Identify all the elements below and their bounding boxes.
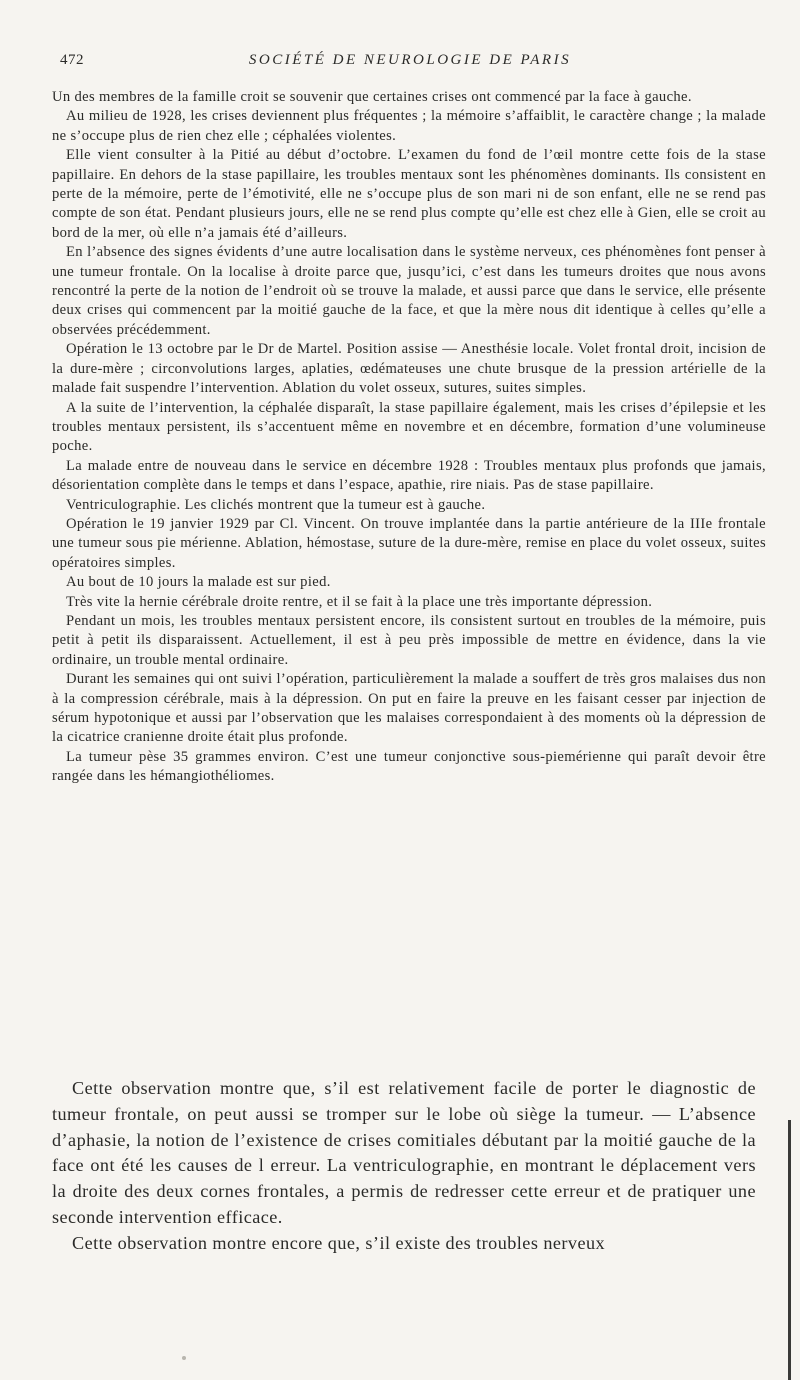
paragraph: Cette observation montre encore que, s’il existe des troubles nerveux bbox=[72, 1232, 606, 1253]
paragraph: Cette observation montre que, s’il est relativement facile de porter le diagnostic de tumeur frontale, on peut aussi se tromper sur le lobe où siège la tumeur. — L’absence d’aphasie, la notion de l’existence de crises comitiales débutant par la moitié gauche de la face ont été les causes de l erreur. La ventriculographie, en montrant le déplacement vers la droite des deux cornes frontales, a permis de redresser cette erreur et de pratiquer une seconde intervention efficace. bbox=[52, 1078, 756, 1227]
paragraph: Ventriculographie. Les clichés montrent que la tumeur est à gauche. bbox=[66, 496, 486, 513]
paragraph: Opération le 13 octobre par le Dr de Martel. Position assise — Anesthésie locale. Volet frontal droit, incision de la dure-mère ; circonvolutions larges, aplaties, œdémateuses une chute brusque de la pression artérielle de la malade fait suspendre l’intervention. Ablation du volet osseux, sutures, suites simples. bbox=[52, 341, 766, 397]
page-number: 472 bbox=[60, 52, 84, 68]
paragraph: Au bout de 10 jours la malade est sur pied. bbox=[66, 574, 331, 591]
paragraph: Elle vient consulter à la Pitié au début d’octobre. L’examen du fond de l’œil montre cette fois de la stase papillaire. En dehors de la stase papillaire, les troubles mentaux sont les phénomènes dominants. Ils consistent en perte de la mémoire, perte de l’émotivité, elle ne s’occupe plus de son mari ni de son enfant, elle ne se rend pas compte de son état. Pendant plusieurs jours, elle ne se rend plus compte qu’elle est chez elle à Gien, elle se croit au bord de la mer, où elle n’a jamais été d’ailleurs. bbox=[52, 147, 766, 241]
paragraph: Très vite la hernie cérébrale droite rentre, et il se fait à la place une très importante dépression. bbox=[66, 593, 653, 610]
paragraph: La tumeur pèse 35 grammes environ. C’est une tumeur conjonctive sous-piemérienne qui paraît devoir être rangée dans les hémangiothéliomes. bbox=[52, 748, 766, 785]
paragraph: Pendant un mois, les troubles mentaux persistent encore, ils consistent surtout en troubles de la mémoire, puis petit à petit ils disparaissent. Actuellement, il est à peu près impossible de mettre en évidence, dans la vie ordinaire, un trouble mental ordinaire. bbox=[52, 612, 766, 668]
paragraph: Au milieu de 1928, les crises deviennent plus fréquentes ; la mémoire s’affaiblit, le caractère change ; la malade ne s’occupe plus de rien chez elle ; céphalées violentes. bbox=[52, 108, 766, 144]
page-header bbox=[60, 52, 760, 76]
paragraph: Un des membres de la famille croit se souvenir que certaines crises ont commencé par la face à gauche. bbox=[52, 89, 692, 105]
paragraph: A la suite de l’intervention, la céphalée disparaît, la stase papillaire également, mais les crises d’épilepsie et les troubles mentaux persistent, ils s’accentuent même en novembre et en décembre, formation d’une volumineuse poche. bbox=[52, 399, 766, 455]
page-edge-shadow bbox=[788, 1120, 791, 1380]
paragraph: Durant les semaines qui ont suivi l’opération, particulièrement la malade a souffert de très gros malaises dus non à la compression cérébrale, mais à la dépression. On put en faire la preuve en les faisant cesser par injection de sérum hypotonique et aussi par l’observation que les malaises correspondaient à des moments où la dépression de la cicatrice cranienne droite était plus profonde. bbox=[52, 671, 766, 746]
paragraph: Opération le 19 janvier 1929 par Cl. Vincent. On trouve implantée dans la partie antérieure de la IIIe frontale une tumeur sous pie mérienne. Ablation, hémostase, suture de la dure-mère, remise en place du volet osseux, suites opératoires simples. bbox=[52, 515, 766, 571]
scan-speck bbox=[182, 1356, 186, 1360]
paragraph: En l’absence des signes évidents d’une autre localisation dans le système nerveux, ces phénomènes font penser à une tumeur frontale. On la localise à droite parce que, jusqu’ici, c’est dans les tumeurs droites que nous avons rencontré la perte de la notion de l’endroit où se trouve la malade, et aussi parce que dans le service, elle présente deux crises qui commencent par la moitié gauche de la face, et que la mère nous dit identique à celles qu’elle a observées précédemment. bbox=[52, 244, 766, 338]
paragraph: La malade entre de nouveau dans le service en décembre 1928 : Troubles mentaux plus profonds que jamais, désorientation complète dans le temps et dans l’espace, apathie, rire niais. Pas de stase papillaire. bbox=[52, 457, 766, 494]
commentary-text bbox=[52, 1076, 756, 1257]
case-report-text bbox=[52, 88, 766, 787]
running-title: SOCIÉTÉ DE NEUROLOGIE DE PARIS bbox=[248, 52, 572, 68]
